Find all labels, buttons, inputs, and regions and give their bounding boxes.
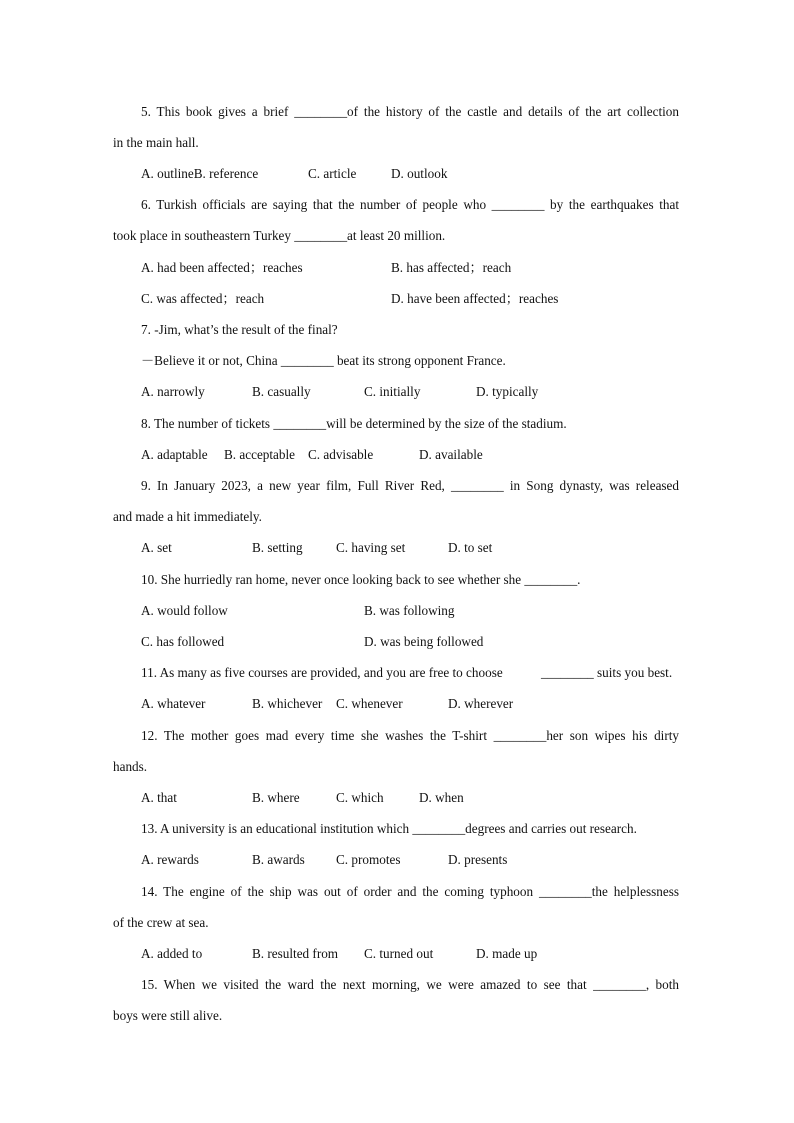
q6-option-c[interactable]: C. was affected；reach [141, 291, 265, 306]
q13-option-b[interactable]: B. awards [252, 852, 305, 867]
q8-stem-line-1: 8. The number of tickets ________will be determined by the size of the stadium. [141, 416, 567, 431]
q7-stem-line-1: 7. -Jim, what’s the result of the final? [141, 322, 338, 337]
q11-option-a[interactable]: A. whatever [141, 696, 206, 711]
q11-stem-line-1-end: ________ suits you best. [541, 665, 673, 680]
q7-option-c[interactable]: C. initially [364, 384, 421, 399]
q5-option-c[interactable]: C. article [308, 166, 357, 181]
q9-option-c[interactable]: C. having set [336, 540, 406, 555]
q8-option-c[interactable]: C. advisable [308, 447, 374, 462]
q13-stem-line-1: 13. A university is an educational institution which ________degrees and carries out research. [141, 821, 637, 836]
q12-option-c[interactable]: C. which [336, 790, 384, 805]
q13-option-d[interactable]: D. presents [448, 852, 508, 867]
q5-option-d[interactable]: D. outlook [391, 166, 448, 181]
q12-stem-line-1: 12. The mother goes mad every time she washes the T-shirt ________her son wipes his dirty [141, 728, 679, 743]
q14-stem-line-1: 14. The engine of the ship was out of order and the coming typhoon ________the helplessness [141, 884, 679, 899]
q12-stem-line-2: hands. [113, 759, 148, 774]
q11-option-d[interactable]: D. wherever [448, 696, 514, 711]
q7-stem-line-2: －Believe it or not, China ________ beat its strong opponent France. [141, 353, 506, 368]
q8-option-a[interactable]: A. adaptable [141, 447, 208, 462]
q8-option-d[interactable]: D. available [419, 447, 483, 462]
q7-option-a[interactable]: A. narrowly [141, 384, 205, 399]
q12-option-b[interactable]: B. where [252, 790, 300, 805]
q7-option-d[interactable]: D. typically [476, 384, 539, 399]
q9-option-a[interactable]: A. set [141, 540, 172, 555]
q12-option-a[interactable]: A. that [141, 790, 177, 805]
q14-option-d[interactable]: D. made up [476, 946, 538, 961]
q5-stem-line-2: in the main hall. [113, 135, 199, 150]
q10-option-d[interactable]: D. was being followed [364, 634, 484, 649]
q14-stem-line-2: of the crew at sea. [113, 915, 209, 930]
q9-option-d[interactable]: D. to set [448, 540, 493, 555]
q10-option-a[interactable]: A. would follow [141, 603, 228, 618]
q9-stem-line-1: 9. In January 2023, a new year film, Full River Red, ________ in Song dynasty, was released [141, 478, 679, 493]
q15-stem-line-2: boys were still alive. [113, 1008, 223, 1023]
q14-option-b[interactable]: B. resulted from [252, 946, 339, 961]
q9-option-b[interactable]: B. setting [252, 540, 303, 555]
q5-stem-line-1: 5. This book gives a brief ________of the history of the castle and details of the art collection [141, 104, 679, 119]
q6-option-a[interactable]: A. had been affected；reaches [141, 260, 303, 275]
q14-option-a[interactable]: A. added to [141, 946, 203, 961]
q5-option-a-b[interactable]: A. outlineB. reference [141, 166, 259, 181]
q6-stem-line-1: 6. Turkish officials are saying that the number of people who ________ by the earthquakes that [141, 197, 679, 212]
q9-stem-line-2: and made a hit immediately. [113, 509, 262, 524]
q11-option-c[interactable]: C. whenever [336, 696, 403, 711]
q14-option-c[interactable]: C. turned out [364, 946, 434, 961]
q11-option-b[interactable]: B. whichever [252, 696, 323, 711]
q12-option-d[interactable]: D. when [419, 790, 464, 805]
q6-option-b[interactable]: B. has affected；reach [391, 260, 512, 275]
q8-option-b[interactable]: B. acceptable [224, 447, 296, 462]
q10-stem-line-1: 10. She hurriedly ran home, never once looking back to see whether she ________. [141, 572, 581, 587]
q13-option-c[interactable]: C. promotes [336, 852, 401, 867]
q11-stem-line-1: 11. As many as five courses are provided, and you are free to choose [141, 665, 503, 680]
q10-option-c[interactable]: C. has followed [141, 634, 225, 649]
q10-option-b[interactable]: B. was following [364, 603, 455, 618]
q15-stem-line-1: 15. When we visited the ward the next morning, we were amazed to see that ________, both [141, 977, 679, 992]
q6-stem-line-2: took place in southeastern Turkey ________at least 20 million. [113, 228, 446, 243]
q6-option-d[interactable]: D. have been affected；reaches [391, 291, 559, 306]
q7-option-b[interactable]: B. casually [252, 384, 311, 399]
q13-option-a[interactable]: A. rewards [141, 852, 199, 867]
